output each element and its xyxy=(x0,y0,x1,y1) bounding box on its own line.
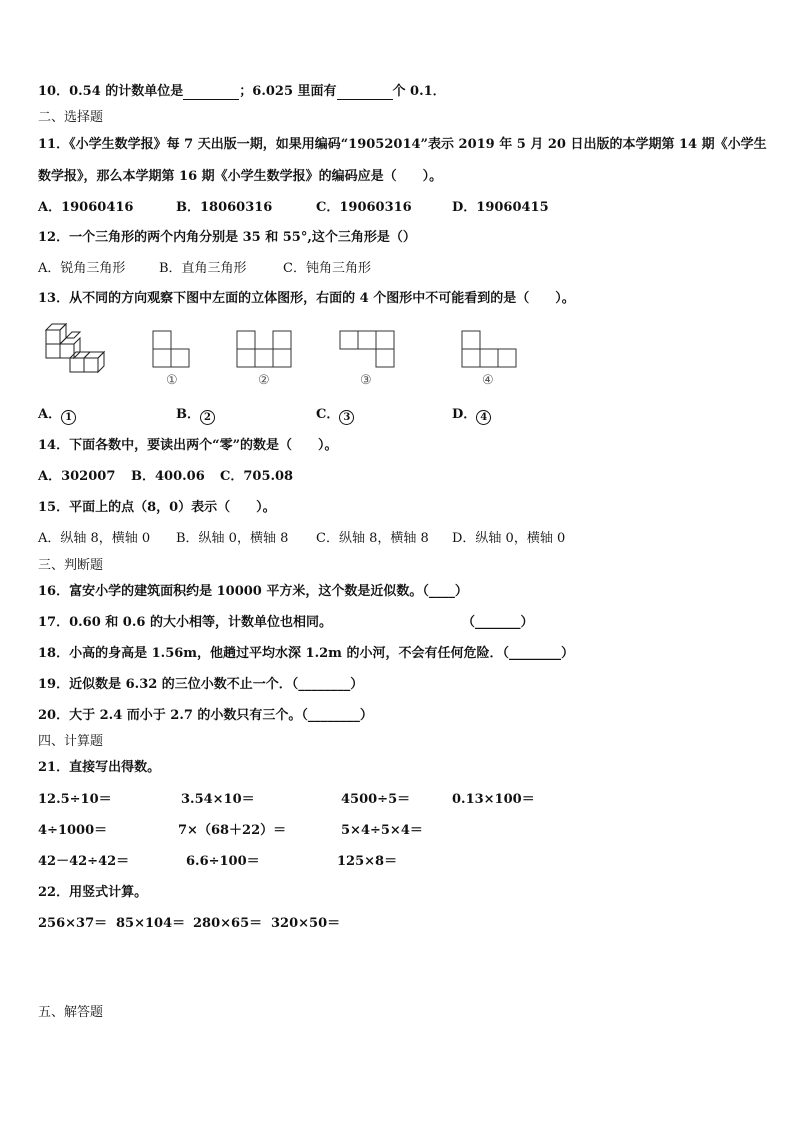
view-4 xyxy=(461,330,519,368)
vertical-calc-item: 256×37＝ xyxy=(38,916,108,931)
option-c[interactable]: C．19060316 xyxy=(316,200,412,215)
question-21: 21．直接写出得数。 xyxy=(38,760,161,775)
section-heading-judgement: 三、判断题 xyxy=(38,558,104,573)
question-10: 10．0.54 的计数单位是 ；6.025 里面有 个 0.1． xyxy=(38,84,446,99)
calc-item: 42－42÷42＝ xyxy=(38,854,130,869)
answer-blank[interactable] xyxy=(183,87,239,100)
calc-item: 4÷1000＝ xyxy=(38,823,108,838)
view-label-4: ④ xyxy=(482,373,494,388)
calc-item: 125×8＝ xyxy=(337,854,398,869)
section-heading-problems: 五、解答题 xyxy=(38,1005,104,1020)
option-b[interactable]: B．直角三角形 xyxy=(159,261,247,276)
view-label-1: ① xyxy=(166,373,178,388)
option-d[interactable]: D．纵轴 0，横轴 0 xyxy=(452,531,566,546)
option-b[interactable]: B．18060316 xyxy=(176,200,273,215)
option-a[interactable]: A．纵轴 8，横轴 0 xyxy=(38,531,151,546)
question-17: 17．0.60 和 0.6 的大小相等，计数单位也相同。 xyxy=(38,615,332,630)
circled-number: 4 xyxy=(476,410,491,425)
question-14: 14．下面各数中，要读出两个“零”的数是（ ）。 xyxy=(38,438,338,453)
answer-paren[interactable]: （_______） xyxy=(462,615,534,630)
view-label-2: ② xyxy=(258,373,270,388)
option-b[interactable]: B．400.06 xyxy=(131,469,205,484)
question-13: 13．从不同的方向观察下图中左面的立体图形，右面的 4 个图形中不可能看到的是（ ）。 xyxy=(38,291,575,306)
view-1 xyxy=(152,330,192,368)
vertical-calc-item: 320×50＝ xyxy=(271,916,341,931)
question-11-line2: 数学报》，那么本学期第 16 期《小学生数学报》的编码应是（ ）。 xyxy=(38,169,443,184)
section-heading-calculation: 四、计算题 xyxy=(38,734,104,749)
circled-number: 1 xyxy=(61,410,76,425)
calc-item: 4500÷5＝ xyxy=(341,792,411,807)
option-b[interactable]: B．纵轴 0，横轴 8 xyxy=(176,531,289,546)
question-22: 22．用竖式计算。 xyxy=(38,885,148,900)
option-b[interactable]: B． 2 xyxy=(176,407,215,425)
view-label-3: ③ xyxy=(360,373,372,388)
option-a[interactable]: A． 1 xyxy=(38,407,76,425)
option-c[interactable]: C．纵轴 8，横轴 8 xyxy=(316,531,429,546)
vertical-calc-item: 280×65＝ xyxy=(193,916,263,931)
calc-item: 3.54×10＝ xyxy=(181,792,255,807)
view-2 xyxy=(236,330,294,368)
view-3 xyxy=(339,330,397,368)
section-heading-choice: 二、选择题 xyxy=(38,110,104,125)
vertical-calc-item: 85×104＝ xyxy=(116,916,186,931)
question-19: 19．近似数是 6.32 的三位小数不止一个．（________） xyxy=(38,677,364,692)
question-18: 18．小高的身高是 1.56m，他趟过平均水深 1.2m 的小河，不会有任何危险．（________） xyxy=(38,646,574,661)
option-d[interactable]: D．19060415 xyxy=(452,200,549,215)
option-a[interactable]: A．302007 xyxy=(38,469,116,484)
option-c[interactable]: C． 3 xyxy=(316,407,354,425)
option-d[interactable]: D． 4 xyxy=(452,407,491,425)
option-c[interactable]: C．705.08 xyxy=(220,469,294,484)
calc-item: 0.13×100＝ xyxy=(452,792,535,807)
question-20: 20．大于 2.4 而小于 2.7 的小数只有三个。（________） xyxy=(38,708,373,723)
calc-item: 5×4÷5×4＝ xyxy=(341,823,423,838)
circled-number: 2 xyxy=(200,410,215,425)
question-11-line1: 11．《小学生数学报》每 7 天出版一期，如果用编码“19052014”表示 2019 年 5 月 20 日出版的本学期第 14 期《小学生 xyxy=(38,137,767,152)
calc-item: 6.6÷100＝ xyxy=(186,854,260,869)
calc-item: 7×（68＋22）＝ xyxy=(178,823,287,838)
option-a[interactable]: A．19060416 xyxy=(38,200,134,215)
option-a[interactable]: A．锐角三角形 xyxy=(38,261,126,276)
option-c[interactable]: C．钝角三角形 xyxy=(283,261,371,276)
answer-blank[interactable] xyxy=(337,87,393,100)
solid-figure xyxy=(40,318,112,380)
question-12: 12．一个三角形的两个内角分别是 35 和 55°,这个三角形是（） xyxy=(38,230,416,245)
circled-number: 3 xyxy=(339,410,354,425)
calc-item: 12.5÷10＝ xyxy=(38,792,112,807)
question-16: 16．富安小学的建筑面积约是 10000 平方米，这个数是近似数。（____） xyxy=(38,584,468,599)
question-15: 15．平面上的点（8，0）表示（ ）。 xyxy=(38,500,276,515)
